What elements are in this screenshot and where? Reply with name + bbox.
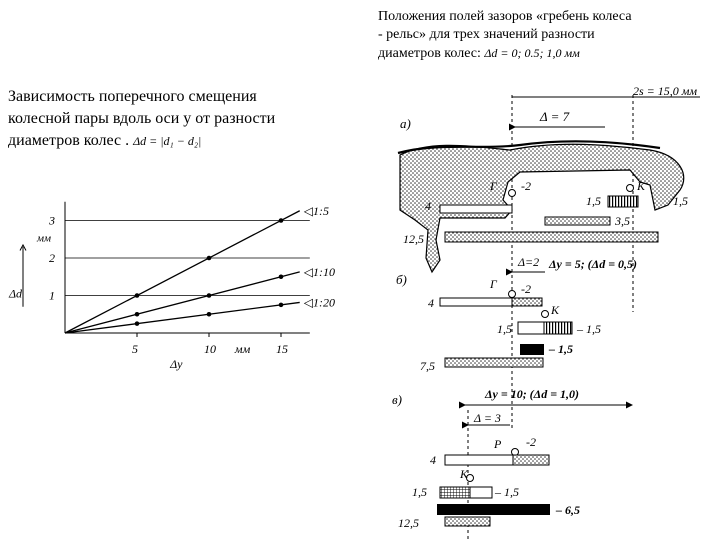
val-m2-c: -2 (526, 435, 536, 449)
left-heading-line-1: Зависимость поперечного смещения (8, 88, 257, 105)
k-label-c: К (460, 467, 468, 481)
y-tick-label-3: 3 (49, 213, 55, 228)
left-heading-line-3: диаметров колес . (8, 132, 130, 149)
series-label-1: ◁1:10 (303, 264, 335, 279)
delta-d-formula: Δd = |d₁ − d₂| (133, 134, 202, 148)
panel-a-label: а) (400, 116, 411, 131)
val-35-a: 3,5 (615, 214, 630, 228)
val-4-a: 4 (425, 199, 431, 213)
delta-b-label: Δ=2 (518, 255, 540, 269)
header-c: Δy = 10; (Δd = 1,0) (485, 387, 580, 401)
bar-15-c (440, 487, 470, 498)
bar-m15-b (544, 322, 572, 334)
y-tick-label-2: 2 (49, 251, 55, 265)
val-15-a: 1,5 (586, 194, 601, 208)
delta-d-values: Δd = 0; 0.5; 1,0 мм (484, 46, 580, 60)
val-125-c: 12,5 (398, 516, 419, 530)
val-15b-a: 1,5 (673, 194, 688, 208)
point-k-a (627, 185, 634, 192)
bar-15-b (518, 322, 544, 334)
g-label-b: Г (490, 277, 497, 291)
right-heading-line-1: Положения полей зазоров «гребень колеса (378, 9, 632, 24)
header-b: Δy = 5; (Δd = 0,5) (549, 257, 638, 271)
val-m2-b: -2 (521, 282, 531, 296)
panel-c-label: в) (392, 392, 402, 407)
bar-125-a (445, 232, 658, 242)
y-tick-label-1: 1 (49, 288, 55, 303)
val-15-b: 1,5 (497, 322, 512, 336)
y-axis-label: Δd (9, 286, 23, 301)
point-g-b (509, 291, 516, 298)
val-4-c: 4 (430, 453, 436, 467)
point-k-b (542, 311, 549, 318)
val-m15b-b: – 1,5 (549, 342, 573, 356)
val-m15-b: – 1,5 (577, 322, 601, 336)
right-heading-line-2: - рельс» для трех значений разности (378, 27, 595, 42)
delta-c-label: Δ = 3 (474, 411, 501, 425)
bar-black-c (437, 504, 550, 515)
x-tick-label-15: 15 (276, 342, 288, 356)
point-g-a (509, 190, 516, 197)
right-heading-line-3: диаметров колес: (378, 46, 481, 61)
bar-15-a (608, 196, 638, 207)
series-label-2: ◁1:20 (303, 295, 335, 310)
p-label-c: Р (494, 437, 502, 451)
delta-a-label: Δ = 7 (540, 109, 570, 124)
g-label-a: Г (490, 179, 497, 193)
x-tick-label-10: 10 (204, 342, 216, 356)
top-dim-label: 2s = 15,0 мм (633, 84, 698, 98)
x-axis-label: Δy (170, 357, 183, 371)
val-15-c: 1,5 (412, 485, 427, 499)
bar-4-c (445, 455, 513, 465)
bar-75-b (445, 358, 543, 367)
val-125-a: 12,5 (403, 232, 424, 246)
bar-m15-c (470, 487, 492, 498)
left-heading-line-2: колесной пары вдоль оси y от разности (8, 110, 276, 127)
val-m2-a: -2 (521, 179, 531, 193)
bar-35-a (545, 217, 610, 225)
bar-m2-c (513, 455, 549, 465)
val-m65-c: – 6,5 (556, 503, 580, 517)
bar-m2-b (512, 298, 542, 306)
y-unit-label: мм (37, 232, 52, 245)
bar-4-b (440, 298, 512, 306)
panel-b-label: б) (396, 272, 407, 287)
x-unit-label: мм (234, 342, 251, 356)
series-label-0: ◁1:5 (303, 203, 329, 218)
val-75-b: 7,5 (420, 359, 435, 373)
val-4-b: 4 (428, 296, 434, 310)
k-label-b: К (551, 303, 559, 317)
x-tick-label-5: 5 (132, 342, 138, 356)
bar-black-b (520, 344, 544, 355)
k-label-a: К (637, 179, 645, 193)
point-p-c (512, 449, 519, 456)
val-m15-c: – 1,5 (495, 485, 519, 499)
bar-4-a (440, 205, 512, 213)
bar-125-c (445, 517, 490, 526)
